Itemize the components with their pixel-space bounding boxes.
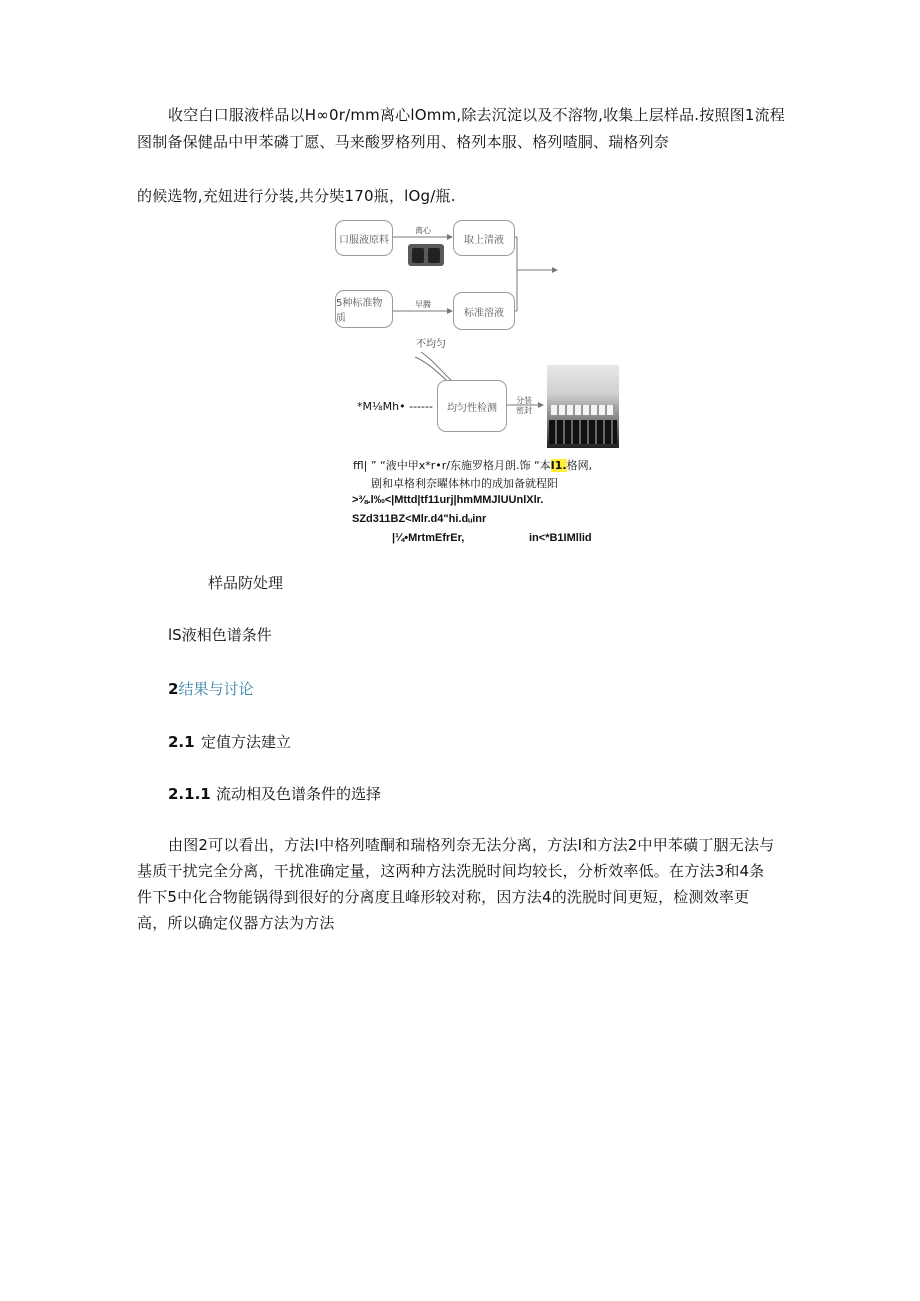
intro-line-3: 的候选物,充妞进行分装,共分奘170瓶，lOg/瓶. [137, 187, 456, 205]
edge-label-centrifuge: 离心 [415, 226, 431, 235]
label-uneven: 不均匀 [416, 339, 446, 350]
caption-line-1-b: 格网, [566, 459, 593, 472]
intro-line-2: 图制备保健品中甲苯磷丁愿、马来酸罗格列用、格列本服、格列喳胴、瑞格列奈 [137, 133, 670, 151]
heading-results [168, 678, 253, 699]
vials-photo [547, 365, 619, 448]
node-raw-material: 口服液原料 [335, 220, 393, 256]
heading-results-text: 结果与讨论 [178, 680, 254, 698]
flowchart-figure [325, 210, 625, 460]
heading-2-1-1 [168, 783, 381, 804]
caption-line-4: SZd311BZ<Mlr.d4"hi.dᵤinr [352, 513, 487, 525]
caption-line-1 [353, 457, 592, 473]
label-left-loop: *M⅛Mh• ------ [357, 400, 433, 413]
body-line-2: 基质干扰完全分离，干扰准确定量，这两种方法洗脱时间均较长，分析效率低。在方法3和4条 [137, 862, 765, 880]
heading-2-1-1-number: 2.1.1 [168, 785, 211, 803]
node-supernatant: 取上清液 [453, 220, 515, 256]
intro-line-1: 收空白口服液样品以H∞0r/mm离心lOmm,除去沉淀以及不溶物,收集上层样品.按照图1流程 [168, 106, 786, 124]
vial-row [551, 405, 615, 415]
heading-results-number: 2 [168, 680, 179, 698]
caption-line-5b: in<*B1IMllid [529, 532, 592, 544]
edge-label-pack-1: 分装 [516, 396, 532, 405]
heading-2-1-number: 2.1 [168, 733, 195, 751]
heading-2-1-text: 定值方法建立 [201, 733, 292, 751]
node-standard-solution: 标准溶液 [453, 292, 515, 330]
caption-line-3: >⅜.l‰<|Mttd|tf11urj|hmMMJlUUnlXlr. [352, 494, 544, 506]
node-standards: 5种标准物质 [335, 290, 393, 328]
caption-highlight: I1. [550, 459, 567, 472]
centrifuge-tubes-image [408, 244, 444, 266]
edge-label-add: 早腾 [415, 300, 431, 309]
node-homogeneity-test: 均匀性检测 [437, 380, 507, 432]
edge-label-pack [512, 396, 536, 416]
body-line-4: 高，所以确定仪器方法为方法 [137, 914, 335, 932]
loop-arrow-uneven [421, 352, 453, 382]
caption-line-1-a: ffl| ” “液中甲x*r•r/东施罗格月朗.饰 “本 [353, 459, 551, 472]
heading-sample-prep: 样品防处理 [208, 574, 284, 592]
heading-2-1 [168, 731, 291, 752]
centrifuge-tube [412, 248, 424, 263]
centrifuge-tube [428, 248, 440, 263]
caption-line-5a: |¼•MrtmEfrEr, [392, 532, 465, 544]
vial-row [549, 420, 617, 444]
body-line-3: 件下5中化合物能锅得到很好的分离度且峰形较对称，因方法4的洗脱时间更短，检测效率更 [137, 888, 750, 906]
body-line-1: 由图2可以看出，方法I中格列喳酮和瑞格列奈无法分离，方法I和方法2中甲苯磺丁胭无法与 [168, 836, 775, 854]
heading-2-1-1-text: 流动相及色谱条件的选择 [216, 785, 382, 803]
edge-label-pack-2: 密封 [516, 406, 532, 415]
heading-lc-conditions: lS液相色谱条件 [168, 626, 272, 644]
caption-line-2: 剧和卓格利奈曜体林巾的成加备就程阳 [371, 477, 558, 490]
